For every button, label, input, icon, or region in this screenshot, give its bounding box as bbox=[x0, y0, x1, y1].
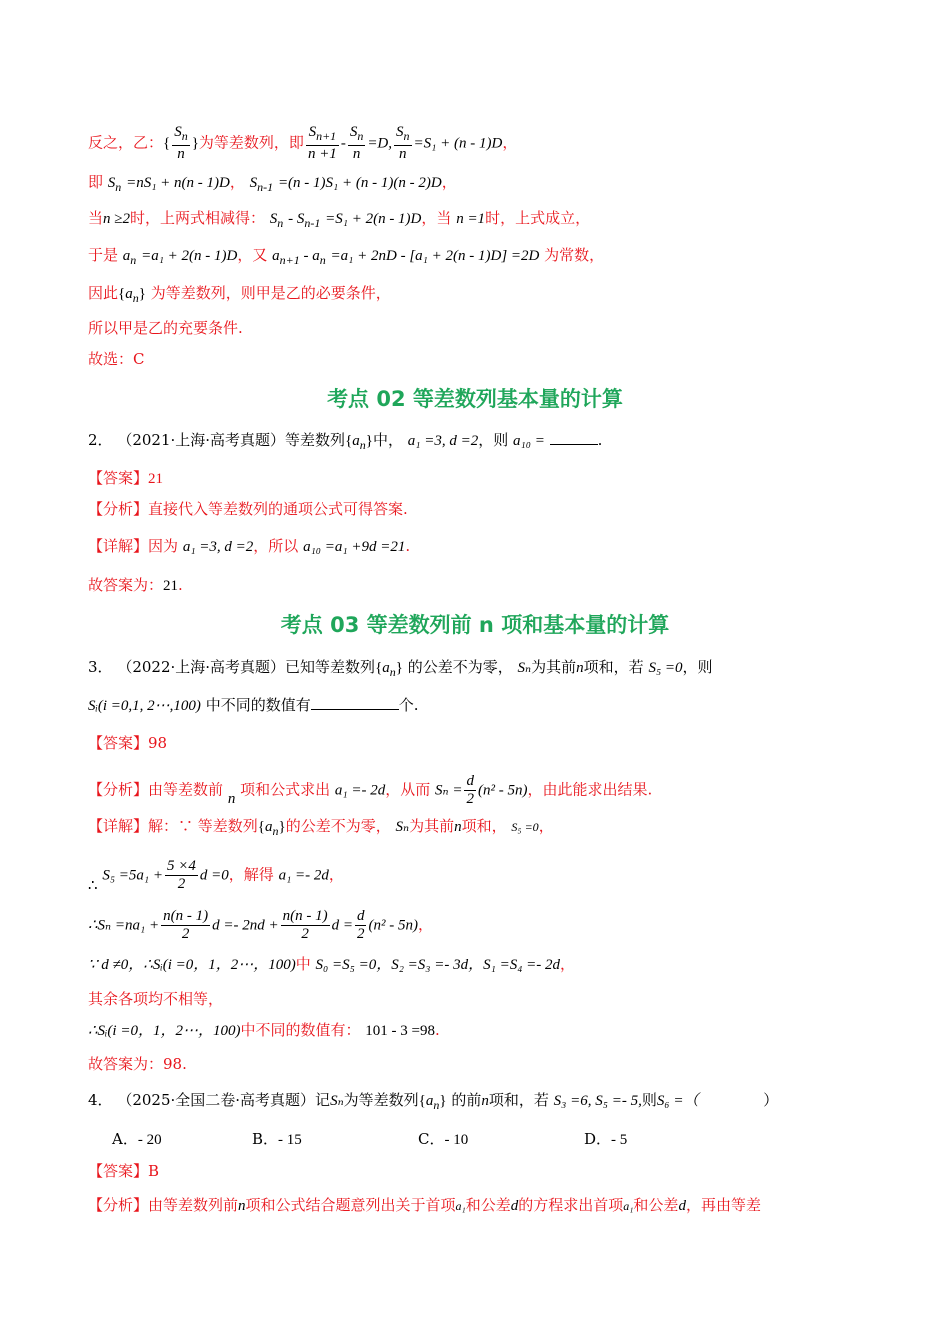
formula: =a₁ + 2(n - 1)D bbox=[141, 248, 238, 264]
q3-line-3 bbox=[88, 954, 575, 975]
fraction bbox=[281, 908, 330, 943]
text: ，解得 bbox=[228, 865, 274, 884]
numerator: n(n - 1) bbox=[163, 908, 209, 924]
option-value: - 10 bbox=[444, 1132, 469, 1148]
text: 解：∵ 等差数列 bbox=[148, 817, 258, 835]
subscript: n bbox=[181, 129, 188, 143]
formula: =D, bbox=[367, 135, 393, 152]
question-source: （2025·全国二卷·高考真题） bbox=[117, 1091, 316, 1109]
formula: =S₁ + 2(n - 1)D bbox=[325, 211, 422, 227]
formula: S₆ =（ bbox=[656, 1093, 699, 1109]
numerator: n(n - 1) bbox=[282, 908, 328, 924]
question-number: 4． bbox=[88, 1091, 113, 1109]
text: 的公差不为零， bbox=[285, 817, 391, 835]
numerator: S bbox=[349, 124, 358, 140]
fraction: $\frac{S_n}{n}$ bbox=[396, 124, 410, 162]
formula: n bbox=[576, 660, 584, 676]
formula: S bbox=[107, 175, 116, 191]
detail-tag: 【详解】 bbox=[88, 537, 149, 555]
intro-line-6: 所以甲是乙的充要条件. bbox=[88, 319, 243, 337]
formula: =a₁ + 2nD - [a₁ + 2(n - 1)D] =2D bbox=[330, 248, 540, 264]
q3-stem: 3． （2022·上海·高考真题）已知等差数列$\{a_n\}$ 的公差不为零， Sₙ为其前n项和，若 S₅ =0，则 bbox=[88, 658, 713, 679]
text: . bbox=[178, 576, 183, 594]
intro-line-7: 故选：C bbox=[88, 350, 145, 368]
formula: a₁ =- 2d bbox=[278, 867, 329, 884]
denominator: 2 bbox=[356, 926, 365, 942]
option-value: - 20 bbox=[137, 1132, 162, 1148]
formula: a₁ bbox=[455, 1199, 466, 1213]
option-label: C． bbox=[418, 1130, 445, 1148]
formula: ∴Sₙ =na₁ + bbox=[88, 917, 160, 934]
text: 中 bbox=[295, 955, 311, 973]
formula: 101 - 3 =98 bbox=[365, 1023, 435, 1039]
q3-line-2 bbox=[88, 908, 433, 943]
question-source: （2021·上海·高考真题） bbox=[117, 431, 286, 449]
text: 已知等差数列 bbox=[285, 658, 376, 676]
text: ，当 bbox=[421, 209, 452, 227]
answer-tag: 【答案】 bbox=[88, 469, 149, 487]
formula: 21 bbox=[163, 578, 179, 594]
formula: n bbox=[227, 790, 236, 807]
formula: =nS₁ + n(n - 1)D bbox=[126, 175, 230, 191]
formula: a₁₀ = bbox=[513, 433, 545, 449]
formula: a₁ =3, d =2 bbox=[407, 433, 479, 449]
text: 时，上式成立， bbox=[485, 209, 591, 227]
text: 中， bbox=[372, 431, 403, 449]
therefore-symbol: ∴ bbox=[88, 877, 98, 894]
option-value: - 5 bbox=[611, 1132, 628, 1148]
denominator: 2 bbox=[466, 791, 474, 807]
answer-value: 98 bbox=[148, 734, 168, 752]
text: 项和，若 bbox=[488, 1091, 549, 1109]
text: 的公差不为零， bbox=[407, 658, 513, 676]
formula: n bbox=[481, 1093, 489, 1109]
formula: d bbox=[510, 1198, 519, 1214]
q4-option-d[interactable] bbox=[584, 1128, 627, 1149]
q3-line-5 bbox=[88, 1020, 440, 1041]
answer-value: B bbox=[148, 1162, 160, 1180]
formula: d = bbox=[331, 917, 353, 934]
formula: n bbox=[454, 819, 462, 835]
question-number: 3． bbox=[88, 658, 113, 676]
formula: a₁ =3, d =2 bbox=[182, 539, 254, 555]
fraction bbox=[464, 773, 476, 808]
intro-line-4: 于是 $a_n =a_1 + 2(n - 1)D$，又 $a_{n+1} - a_n =a_1 + 2nD - [a_1 + 2(n - 1)D] =2D$ 为常数， bbox=[88, 246, 605, 267]
text: ，又 bbox=[237, 246, 268, 264]
text: . bbox=[405, 537, 411, 555]
numerator: 5 ×4 bbox=[167, 858, 196, 874]
q3-line-1 bbox=[88, 858, 344, 893]
detail-tag: 【详解】 bbox=[88, 817, 149, 835]
fraction: $\frac{S_{n+1}}{n +1}$ bbox=[307, 124, 337, 162]
text: 的前 bbox=[451, 1091, 482, 1109]
text: 项和公式求出 bbox=[240, 780, 331, 799]
text: . bbox=[434, 1021, 440, 1039]
q3-final: 故答案为：98. bbox=[88, 1055, 187, 1073]
text: 中不同的数值有： bbox=[240, 1021, 361, 1039]
formula: Sₙ = bbox=[435, 782, 463, 799]
formula: - S bbox=[288, 211, 305, 227]
text: 项和，若 bbox=[583, 658, 644, 676]
numerator: S bbox=[308, 124, 317, 140]
text: ， bbox=[502, 133, 518, 152]
text: 为等差数列，则甲是乙的必要条件， bbox=[150, 284, 391, 302]
denominator: n bbox=[399, 146, 407, 162]
text: 当 bbox=[88, 209, 104, 227]
text: 为其前 bbox=[409, 817, 455, 835]
denominator: n bbox=[352, 146, 361, 162]
q4-analysis bbox=[88, 1195, 761, 1216]
option-label: D． bbox=[584, 1130, 612, 1148]
denominator: 2 bbox=[177, 876, 186, 892]
text: ， bbox=[417, 915, 433, 934]
formula: Sₙ bbox=[395, 819, 410, 835]
text: 中不同的数值有 bbox=[205, 696, 311, 714]
denominator: n bbox=[177, 146, 185, 162]
q3-analysis bbox=[88, 773, 652, 808]
text: 反之，乙： bbox=[88, 133, 164, 152]
text: 即 bbox=[88, 173, 104, 191]
formula: S₃ =6, S₅ =- 5, bbox=[553, 1093, 642, 1109]
numerator: S bbox=[174, 124, 182, 140]
fraction bbox=[161, 908, 210, 943]
text: ，由此能求出结果. bbox=[527, 780, 653, 799]
formula: Sₙ bbox=[517, 660, 532, 676]
formula: a₁ bbox=[623, 1199, 634, 1213]
formula: ∴Sᵢ(i =0，1，2⋯，100) bbox=[88, 1023, 241, 1039]
section-title-03: 考点 03 等差数列前 n 项和基本量的计算 bbox=[280, 613, 670, 637]
q4-option-c[interactable] bbox=[418, 1128, 468, 1149]
q4-stem: 4． （2025·全国二卷·高考真题）记Sₙ为等差数列$\{a_n\}$ 的前n项和，若 S₃ =6, S₅ =- 5,则S₆ =（ ） bbox=[88, 1091, 779, 1112]
formula: (n² - 5n) bbox=[368, 917, 418, 934]
intro-line-2: 即 $S_n =nS_1 + n(n - 1)D$， $S_{n-1} =(n - 1)S_1 + (n - 1)(n - 2)D$， bbox=[88, 173, 457, 194]
text: 的方程求出首项 bbox=[518, 1196, 624, 1214]
option-label: A． bbox=[112, 1130, 138, 1148]
analysis-tag: 【分析】 bbox=[88, 1196, 149, 1214]
text: ，则 bbox=[478, 431, 509, 449]
formula: ∵ d ≠0，∴Sᵢ(i =0，1，2⋯，100) bbox=[88, 957, 296, 973]
formula: S₅ =0 bbox=[511, 820, 539, 834]
q2-final bbox=[88, 575, 183, 596]
text: 项和公式结合题意列出关于首项 bbox=[245, 1196, 456, 1214]
intro-line-5: 因此$\{a_n\}$ 为等差数列，则甲是乙的必要条件， bbox=[88, 284, 391, 305]
text: 记 bbox=[315, 1091, 331, 1109]
text: 等差数列 bbox=[285, 431, 346, 449]
q3-line-4: 其余各项均不相等， bbox=[88, 990, 224, 1008]
subscript: n-1 bbox=[257, 180, 274, 194]
formula: S₅ =5a₁ + bbox=[102, 867, 164, 884]
text: 项和， bbox=[461, 817, 507, 835]
formula: n =1 bbox=[456, 211, 486, 227]
text: ， bbox=[441, 173, 457, 191]
formula: a₁ =- 2d bbox=[334, 782, 386, 799]
text: 和公差 bbox=[633, 1196, 679, 1214]
text: . bbox=[597, 431, 603, 449]
fraction bbox=[355, 908, 367, 943]
formula: Sₙ bbox=[330, 1093, 344, 1109]
denominator: n +1 bbox=[307, 146, 337, 162]
analysis-tag: 【分析】 bbox=[88, 780, 149, 799]
text: 由等差数前 bbox=[148, 780, 224, 799]
answer-tag: 【答案】 bbox=[88, 1162, 149, 1180]
formula: d =0 bbox=[199, 867, 229, 884]
answer-tag: 【答案】 bbox=[88, 734, 149, 752]
q3-stem-2 bbox=[88, 695, 418, 716]
q4-option-b[interactable] bbox=[252, 1128, 302, 1149]
formula: =(n - 1)S₁ + (n - 1)(n - 2)D bbox=[277, 175, 442, 191]
question-source: （2022·上海·高考真题） bbox=[117, 658, 286, 676]
section-title-02: 考点 02 等差数列基本量的计算 bbox=[327, 387, 623, 411]
text: ， bbox=[229, 173, 245, 191]
answer-blank bbox=[550, 444, 598, 445]
text: 为等差数列，即 bbox=[198, 133, 304, 152]
answer-value: 21 bbox=[148, 471, 164, 487]
formula: d =- 2nd + bbox=[212, 917, 279, 934]
formula: n ≥2 bbox=[103, 211, 130, 227]
formula: d bbox=[678, 1198, 686, 1214]
formula: Sᵢ(i =0,1, 2⋯,100) bbox=[88, 698, 201, 714]
text: 由等差数列前 bbox=[148, 1196, 239, 1214]
intro-line-1: 反之，乙：{ $\frac{S_n}{n}$ }为等差数列，即 $\frac{S_{n+1}}{n +1}$ - $\frac{S_n}{n}$ =D, $\frac{S_n}{n}$ =S₁ + (n - 1)D， bbox=[88, 124, 518, 162]
denominator: 2 bbox=[301, 926, 309, 942]
formula: n bbox=[238, 1198, 246, 1214]
text: ，则 bbox=[682, 658, 713, 676]
numerator: S bbox=[396, 124, 404, 140]
formula: a bbox=[122, 248, 131, 264]
text: ，从而 bbox=[385, 780, 431, 799]
text: 时，上两式相减得： bbox=[130, 209, 266, 227]
q2-stem: 2． （2021·上海·高考真题）等差数列$\{a_n\}$中， a₁ =3, d =2，则 a₁₀ = . bbox=[88, 431, 603, 452]
fraction: $\frac{S_n}{n}$ bbox=[349, 124, 364, 162]
text: 为其前 bbox=[531, 658, 577, 676]
q3-detail: 【详解】解：∵ 等差数列$\{a_n\}$的公差不为零， Sₙ为其前n项和， S₅ =0， bbox=[88, 817, 554, 838]
formula: a₁₀ =a₁ +9d =21 bbox=[303, 539, 406, 555]
q3-answer bbox=[88, 733, 167, 753]
q2-analysis bbox=[88, 499, 408, 519]
q4-answer bbox=[88, 1161, 159, 1181]
text: 故答案为： bbox=[88, 576, 164, 594]
formula: S₅ =0 bbox=[648, 660, 683, 676]
text: ，所以 bbox=[253, 537, 299, 555]
denominator: 2 bbox=[181, 926, 190, 942]
analysis-text: 直接代入等差数列的通项公式可得答案. bbox=[148, 500, 408, 518]
text: ， bbox=[560, 955, 576, 973]
fraction bbox=[172, 124, 190, 163]
numerator: d bbox=[356, 908, 365, 924]
text: 和公差 bbox=[465, 1196, 511, 1214]
text: 个. bbox=[398, 696, 419, 714]
text: ， bbox=[538, 817, 554, 835]
text: 因此 bbox=[88, 284, 119, 302]
q4-option-a[interactable] bbox=[112, 1128, 162, 1149]
intro-line-3: 当n ≥2时，上两式相减得： $S_n - S_{n-1} =S_1 + 2(n - 1)D$，当 n =1时，上式成立， bbox=[88, 209, 591, 230]
formula: S bbox=[269, 211, 278, 227]
q2-detail bbox=[88, 536, 410, 557]
text: 为常数， bbox=[544, 246, 605, 264]
fraction bbox=[165, 858, 198, 893]
option-value: - 15 bbox=[278, 1132, 302, 1148]
option-label: B． bbox=[252, 1130, 279, 1148]
text: ） bbox=[763, 1091, 779, 1109]
formula: S₀ =S₅ =0，S₂ =S₃ =- 3d，S₁ =S₄ =- 2d bbox=[315, 957, 561, 973]
text: ，再由等差 bbox=[685, 1196, 761, 1214]
formula: =S₁ + (n - 1)D bbox=[413, 135, 503, 152]
text: 则 bbox=[641, 1091, 657, 1109]
analysis-tag: 【分析】 bbox=[88, 500, 149, 518]
numerator: d bbox=[466, 773, 474, 789]
text: ， bbox=[328, 865, 344, 884]
formula: (n² - 5n) bbox=[477, 782, 528, 799]
text: 因为 bbox=[148, 537, 179, 555]
answer-blank bbox=[311, 709, 399, 710]
text: 为等差数列 bbox=[343, 1091, 419, 1109]
text: 于是 bbox=[88, 246, 119, 264]
question-number: 2． bbox=[88, 431, 113, 449]
q2-answer bbox=[88, 468, 163, 489]
